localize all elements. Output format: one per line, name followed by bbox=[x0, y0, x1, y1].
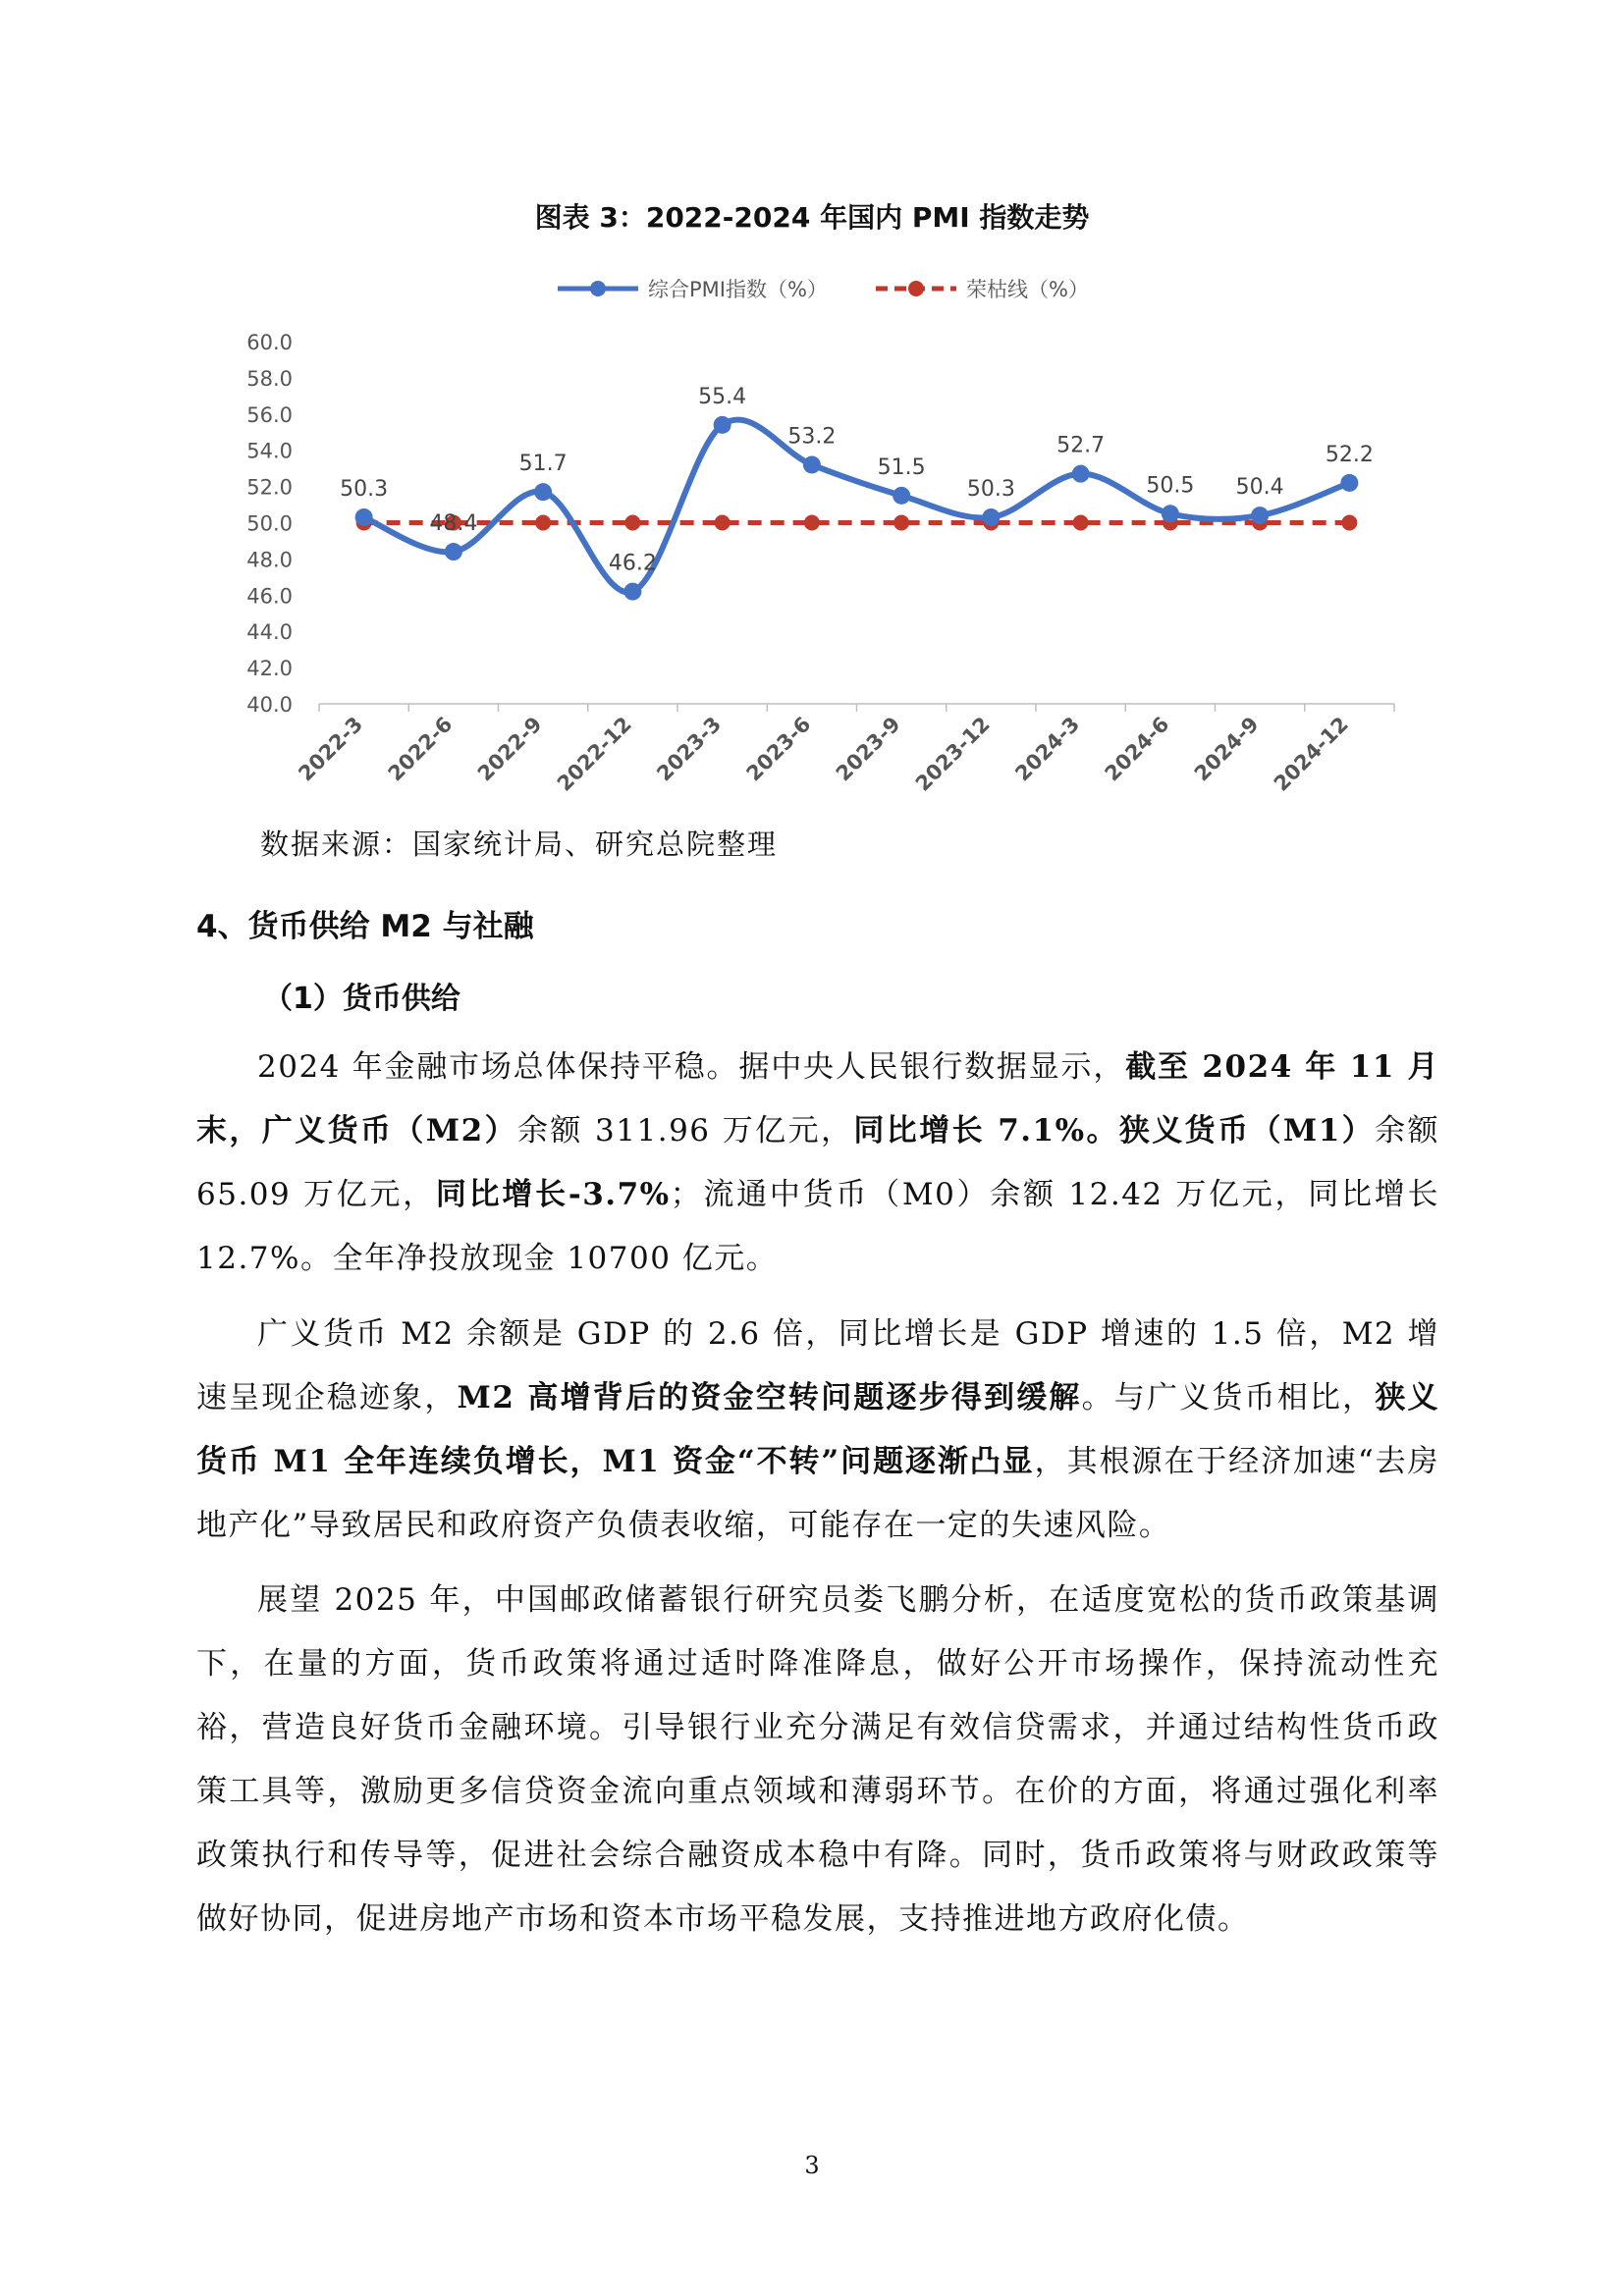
pmi-data-label: 50.3 bbox=[966, 476, 1015, 502]
subheading: （1）货币供给 bbox=[263, 982, 460, 1016]
legend-label-pmi: 综合PMI指数（%） bbox=[648, 278, 828, 301]
chart-title: 图表 3：2022-2024 年国内 PMI 指数走势 bbox=[534, 201, 1090, 234]
threshold-point bbox=[893, 515, 909, 531]
x-tick-label: 2022-6 bbox=[383, 712, 458, 786]
y-tick-label: 44.0 bbox=[246, 620, 293, 645]
pmi-line-chart bbox=[216, 265, 1434, 815]
pmi-point bbox=[445, 543, 462, 561]
text-run: 同比增长 7.1%。狭义货币（M1） bbox=[853, 1113, 1376, 1148]
x-tick-label: 2023-6 bbox=[741, 712, 816, 786]
pmi-data-label: 55.4 bbox=[698, 384, 747, 409]
pmi-point bbox=[1251, 507, 1269, 524]
x-tick-label: 2022-3 bbox=[294, 712, 368, 786]
threshold-point bbox=[715, 515, 731, 531]
page-number: 3 bbox=[804, 2152, 820, 2179]
pmi-data-label: 52.2 bbox=[1325, 442, 1374, 467]
paragraph-2 bbox=[196, 1303, 1439, 1558]
y-tick-label: 52.0 bbox=[246, 475, 293, 500]
threshold-point bbox=[535, 515, 551, 531]
pmi-data-label: 51.7 bbox=[518, 452, 568, 477]
pmi-data-label: 50.3 bbox=[340, 476, 389, 502]
pmi-point bbox=[803, 455, 821, 473]
x-tick-label: 2024-3 bbox=[1010, 712, 1085, 786]
pmi-point bbox=[355, 508, 373, 526]
text-run: M2 高增背后的资金空转问题逐步得到缓解 bbox=[457, 1380, 1082, 1415]
y-tick-label: 56.0 bbox=[246, 402, 293, 427]
pmi-point bbox=[623, 583, 641, 601]
text-run: 广义货币 M2 余额是 GDP 的 2.6 倍，同比增长是 GDP 增速的 1.5 倍，M2 增速呈现企稳迹象， bbox=[196, 1316, 1439, 1415]
legend-marker-pmi bbox=[590, 281, 606, 296]
y-tick-label: 58.0 bbox=[246, 366, 293, 391]
pmi-point bbox=[1162, 505, 1179, 522]
pmi-point bbox=[982, 508, 1000, 526]
text-run: ；流通中货币（M0）余额 12.42 万亿元，同比增长 12.7%。全年净投放现金 10700 亿元。 bbox=[196, 1177, 1439, 1276]
text-run: 余额 311.96 万亿元， bbox=[517, 1113, 854, 1148]
threshold-point bbox=[624, 515, 640, 531]
text-run: ，其根源在于经济加速“去房地产化”导致居民和政府资产负债表收缩，可能存在一定的失速风险。 bbox=[196, 1444, 1439, 1543]
pmi-data-label: 51.5 bbox=[877, 454, 926, 480]
text-run: 余额 65.09 万亿元， bbox=[196, 1113, 1439, 1212]
text-run: 同比增长-3.7% bbox=[435, 1177, 671, 1212]
x-tick-label: 2024-12 bbox=[1269, 712, 1353, 796]
legend-marker-threshold bbox=[908, 281, 924, 296]
text-run: 截至 2024 年 11 月末，广义货币（M2） bbox=[196, 1049, 1439, 1148]
y-tick-label: 48.0 bbox=[246, 548, 293, 572]
y-tick-label: 40.0 bbox=[246, 693, 293, 717]
text-run: 展望 2025 年，中国邮政储蓄银行研究员娄飞鹏分析，在适度宽松的货币政策基调下，在量的方面，货币政策将通过适时降准降息，做好公开市场操作，保持流动性充裕，营造良好货币金融环境。引导银行业充分满足有效信贷需求，并通过结构性货币政策工具等，激励更多信贷资金流向重点领域和薄弱环节。在价的方面，将通过强化利率政策执行和传导等，促进社会综合融资成本稳中有降。同时，货币政策将与财政政策等做好协同，促进房地产市场和资本市场平稳发展，支持推进地方政府化债。 bbox=[196, 1582, 1439, 1937]
threshold-point bbox=[1073, 515, 1089, 531]
threshold-point bbox=[1341, 515, 1357, 531]
pmi-data-label: 52.7 bbox=[1056, 433, 1106, 458]
legend-label-threshold: 荣枯线（%） bbox=[966, 278, 1089, 301]
threshold-point bbox=[804, 515, 820, 531]
text-run: 。与广义货币相比， bbox=[1081, 1380, 1376, 1415]
pmi-data-label: 53.2 bbox=[787, 424, 837, 450]
pmi-point bbox=[714, 416, 731, 434]
paragraph-1 bbox=[196, 1036, 1439, 1291]
pmi-data-label: 50.4 bbox=[1235, 475, 1284, 501]
pmi-point bbox=[893, 487, 910, 505]
x-tick-label: 2023-3 bbox=[652, 712, 727, 786]
pmi-data-label: 46.2 bbox=[608, 551, 657, 576]
text-run: 2024 年金融市场总体保持平稳。据中央人民银行数据显示， bbox=[257, 1049, 1126, 1085]
pmi-point bbox=[534, 483, 552, 501]
x-tick-label: 2023-9 bbox=[831, 712, 905, 786]
y-tick-label: 54.0 bbox=[246, 439, 293, 463]
pmi-point bbox=[1072, 465, 1090, 483]
source-note: 数据来源：国家统计局、研究总院整理 bbox=[260, 828, 779, 861]
section-heading: 4、货币供给 M2 与社融 bbox=[196, 909, 534, 944]
pmi-point bbox=[1340, 474, 1358, 492]
x-tick-label: 2022-9 bbox=[472, 712, 547, 786]
x-tick-label: 2024-6 bbox=[1100, 712, 1174, 786]
paragraph-3 bbox=[196, 1569, 1439, 1951]
series-line-pmi bbox=[364, 420, 1350, 593]
y-tick-label: 50.0 bbox=[246, 511, 293, 536]
x-tick-label: 2022-12 bbox=[552, 712, 636, 796]
y-tick-label: 42.0 bbox=[246, 657, 293, 681]
pmi-data-label: 50.5 bbox=[1146, 473, 1195, 499]
y-tick-label: 46.0 bbox=[246, 584, 293, 609]
text-run: 狭义货币 M1 全年连续负增长，M1 资金“不转”问题逐渐凸显 bbox=[196, 1380, 1440, 1479]
y-tick-label: 60.0 bbox=[246, 331, 293, 354]
x-tick-label: 2024-9 bbox=[1189, 712, 1264, 786]
x-tick-label: 2023-12 bbox=[910, 712, 995, 796]
pmi-data-label: 48.4 bbox=[429, 511, 478, 537]
